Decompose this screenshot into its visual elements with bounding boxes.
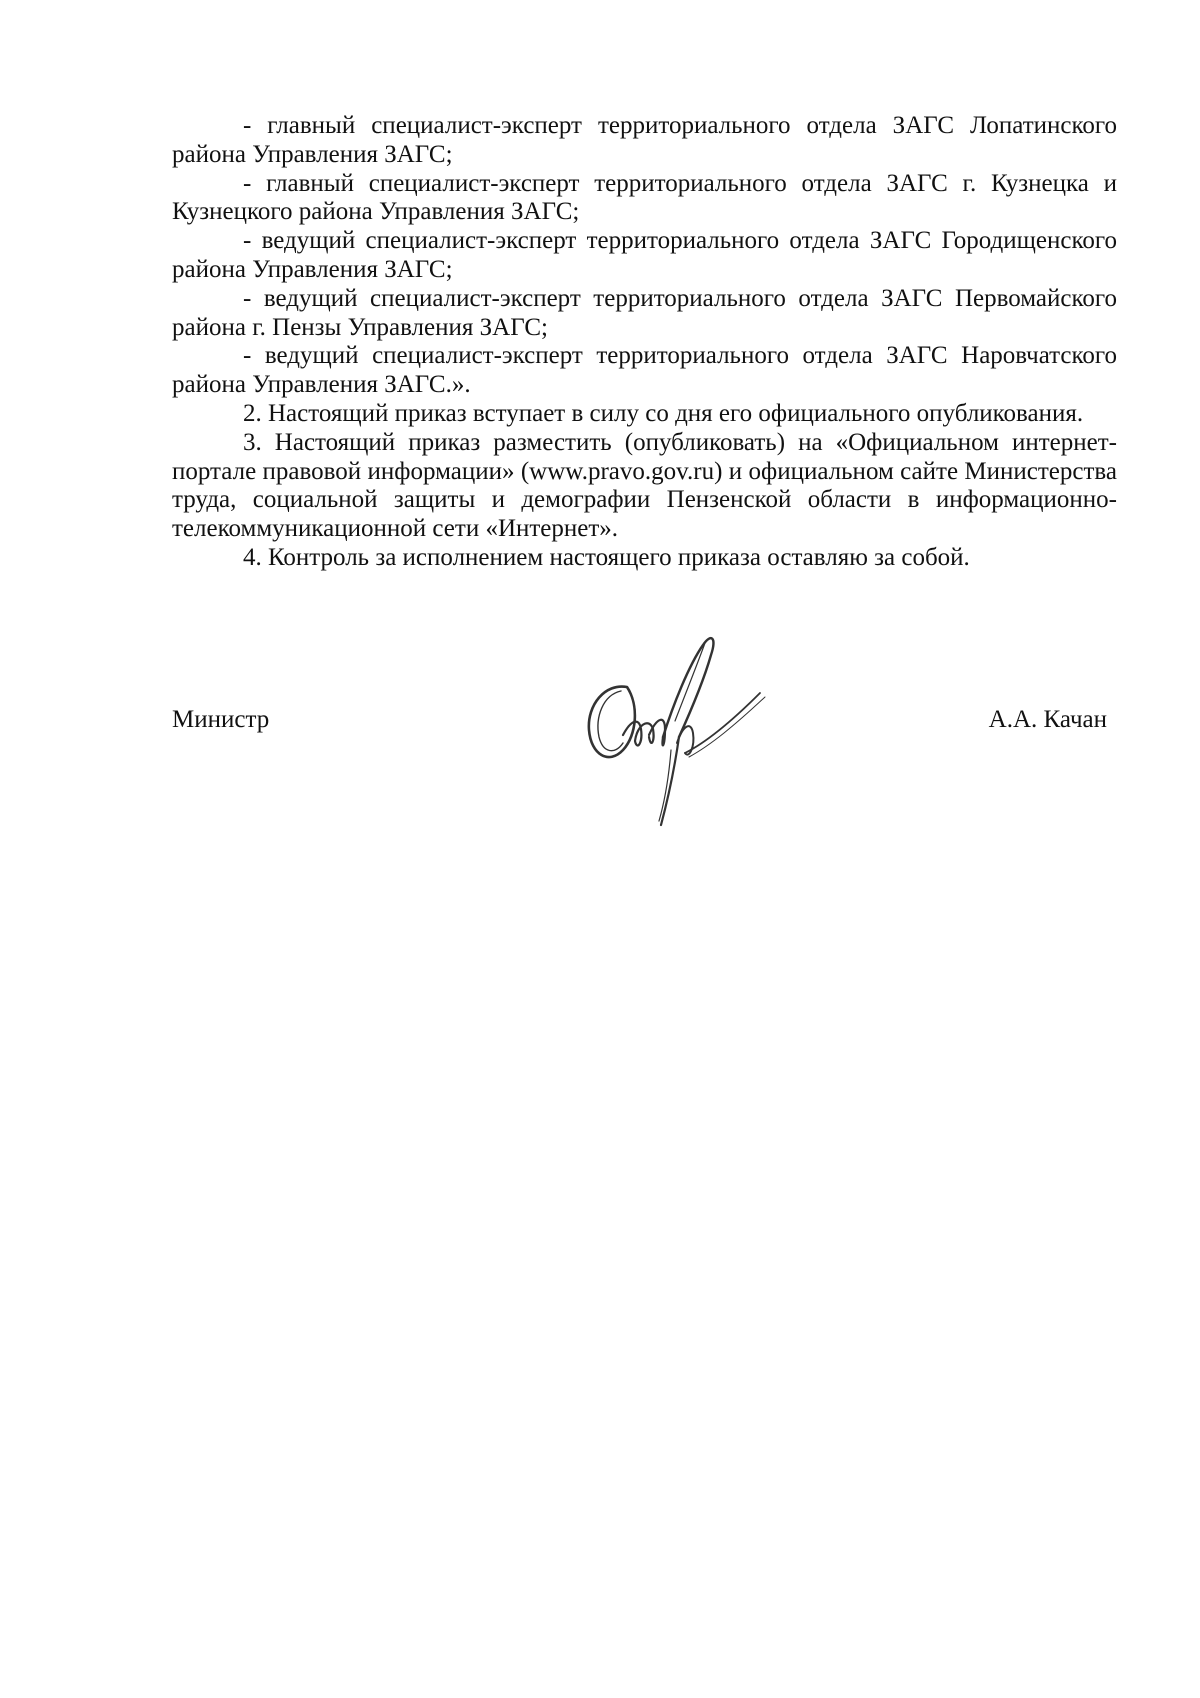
signatory-title: Министр	[172, 706, 270, 733]
list-item-pervomaysky: - ведущий специалист-эксперт территориального отдела ЗАГС Первомайского района г. Пензы Управления ЗАГС;	[172, 284, 1117, 341]
handwritten-signature-icon	[565, 625, 780, 840]
document-body	[172, 112, 1117, 573]
clause-2: 2. Настоящий приказ вступает в силу со дня его официального опубликования.	[243, 399, 1084, 427]
list-item-gorodishche: - ведущий специалист-эксперт территориального отдела ЗАГС Городищенского района Управления ЗАГС;	[172, 227, 1117, 283]
signatory-name: А.А. Качан	[988, 706, 1107, 733]
clause-4: 4. Контроль за исполнением настоящего приказа оставляю за собой.	[243, 543, 970, 571]
list-item-kuznetsk: - главный специалист-эксперт территориального отдела ЗАГС г. Кузнецка и Кузнецкого района Управления ЗАГС;	[172, 169, 1117, 226]
clause-3: 3. Настоящий приказ разместить (опубликовать) на «Официальном интернет-портале правовой информации» (www.pravo.gov.ru) и официальном сайте Министерства труда, социальной защиты и демографии Пензенской области в информационно-телекоммуникационной сети «Интернет».	[172, 428, 1117, 543]
list-item-narovchat: - ведущий специалист-эксперт территориального отдела ЗАГС Наровчатского района Управления ЗАГС.».	[172, 342, 1117, 399]
list-item-lopatinsky: - главный специалист-эксперт территориального отдела ЗАГС Лопатинского района Управления ЗАГС;	[172, 112, 1117, 168]
